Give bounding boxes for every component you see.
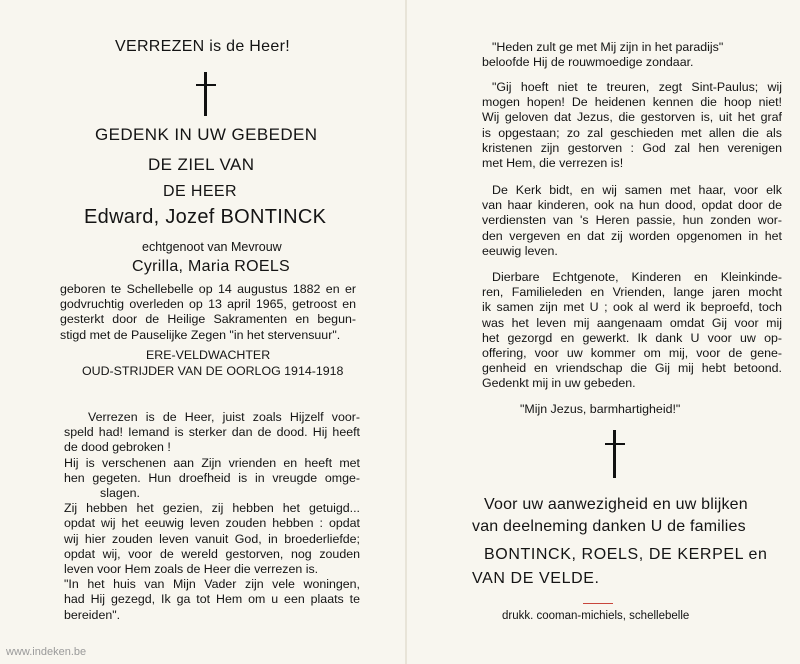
bio-paragraph	[60, 282, 356, 343]
deceased-name: Edward, Jozef BONTINCK	[84, 206, 327, 228]
watermark: www.indeken.be	[6, 646, 87, 658]
families-line-2: VAN DE VELDE.	[472, 570, 600, 587]
title-oudstrijder: OUD-STRIJDER VAN DE OORLOG 1914-1918	[82, 364, 344, 378]
text-line: leven voor Hem zoals de Heer die verrezen is.	[64, 562, 319, 577]
text-line: is opgestaan; zo zal geschieden met allen die als	[482, 125, 782, 140]
main-text-paragraph	[64, 410, 360, 623]
text-line: wij hier zouden leven vanuit God, in broederliefde;	[64, 531, 360, 546]
text-line: van haar kinderen, ook na hun dood, opdat door de	[482, 198, 782, 213]
text-line: verdiensten van 's Heren passie, hun zonden wor-	[482, 213, 782, 228]
text-line: ik samen zijn met U ; ook al werd ik beproefd, toch	[482, 300, 782, 315]
ziel-line: DE ZIEL VAN	[148, 155, 255, 174]
text-line: "Heden zult ge met Mij zijn in het paradijs"	[492, 40, 724, 54]
spouse-intro: echtgenoot van Mevrouw	[142, 240, 282, 254]
text-line: slagen.	[100, 486, 140, 501]
paradise-paragraph	[482, 40, 782, 70]
farewell-paragraph	[482, 270, 782, 392]
right-panel	[412, 0, 800, 664]
text-line: had Hij gezegd, Ik ga tot Hem om u een plaats te	[64, 592, 360, 607]
thanks-line-1: Voor uw aanwezigheid en uw blijken	[484, 496, 748, 513]
text-line: Verrezen is de Heer, juist zoals Hijzelf voor-	[88, 410, 360, 424]
bio-line: stigd met de Pauselijke Zegen "in het stervensuur".	[60, 327, 341, 342]
text-line: genheid en vriendschap die Gij mij hebt betoond.	[482, 361, 782, 376]
text-line: Zij hebben het gezien, zij hebben het getuigd...	[64, 501, 360, 516]
text-line: Hij is verschenen aan Zijn vrienden en heeft met	[64, 455, 360, 470]
text-line: hen gegeten. Hun droefheid is in vreugde omge-	[64, 470, 360, 485]
text-line: kristenen zijn gestorven : God zal hen verenigen	[482, 140, 782, 155]
text-line: Gedenkt mij in uw gebeden.	[482, 376, 636, 391]
bio-line: geboren te Schellebelle op 14 augustus 1882 en er	[60, 282, 356, 296]
text-line: De Kerk bidt, en wij samen met haar, voor elk	[492, 183, 782, 197]
text-line: opdat wij, voor de wereld gestorven, nog zouden	[64, 546, 360, 561]
text-line: bereiden".	[64, 607, 121, 622]
text-line: beloofde Hij de rouwmoedige zondaar.	[482, 55, 694, 70]
text-line: offering, voor uw kommer om mij, voor de gene-	[482, 346, 782, 361]
text-line: "In het huis van Mijn Vader zijn vele woningen,	[64, 577, 360, 592]
title-veldwachter: ERE-VELDWACHTER	[146, 348, 271, 362]
fold-line	[405, 0, 407, 664]
cross-icon	[605, 430, 625, 478]
paulus-paragraph	[482, 80, 782, 171]
text-line: de dood gebroken !	[64, 440, 171, 455]
text-line: den vergeven en dat zij worden opgenomen in het	[482, 228, 782, 243]
spouse-name: Cyrilla, Maria ROELS	[132, 258, 291, 275]
cross-icon	[196, 72, 216, 116]
text-line: "Gij hoeft niet te treuren, zegt Sint-Paulus; wij	[492, 80, 782, 94]
text-line: eeuwig leven.	[482, 243, 558, 258]
thanks-line-2: van deelneming danken U de families	[472, 518, 746, 535]
church-paragraph	[482, 183, 782, 259]
text-line: was het leven mij aangenaam omdat Gij voor mij	[482, 315, 782, 330]
gedenk-line: GEDENK IN UW GEBEDEN	[95, 125, 318, 144]
heading: VERREZEN is de Heer!	[115, 38, 290, 55]
heer-line: DE HEER	[163, 183, 237, 200]
bio-line: gesterkt door de Heilige Sakramenten en begun-	[60, 312, 356, 327]
prayer-line: "Mijn Jezus, barmhartigheid!"	[520, 402, 681, 416]
printer-credit: drukk. cooman-michiels, schellebelle	[502, 610, 690, 622]
text-line: mogen hopen! De heidenen kennen die hoop niet!	[482, 95, 782, 110]
red-divider	[583, 603, 613, 604]
families-line-1: BONTINCK, ROELS, DE KERPEL en	[484, 546, 768, 563]
text-line: opdat wij het eeuwig leven zouden hebben : opdat	[64, 516, 360, 531]
bio-line: godvruchtig overleden op 13 april 1965, getroost en	[60, 297, 356, 312]
text-line: ren, Familieleden en Vrienden, lange jaren mocht	[482, 285, 782, 300]
text-line: speld had! Iemand is sterker dan de dood. Hij heeft	[64, 425, 360, 440]
text-line: Dierbare Echtgenote, Kinderen en Kleinkinde-	[492, 270, 782, 284]
text-line: het gezorgd en gewerkt. Ik dank U voor uw op-	[482, 330, 782, 345]
text-line: Wij geloven dat Jezus, die gestorven is, uit het graf	[482, 110, 782, 125]
text-line: met Hem, die verrezen is!	[482, 156, 624, 171]
